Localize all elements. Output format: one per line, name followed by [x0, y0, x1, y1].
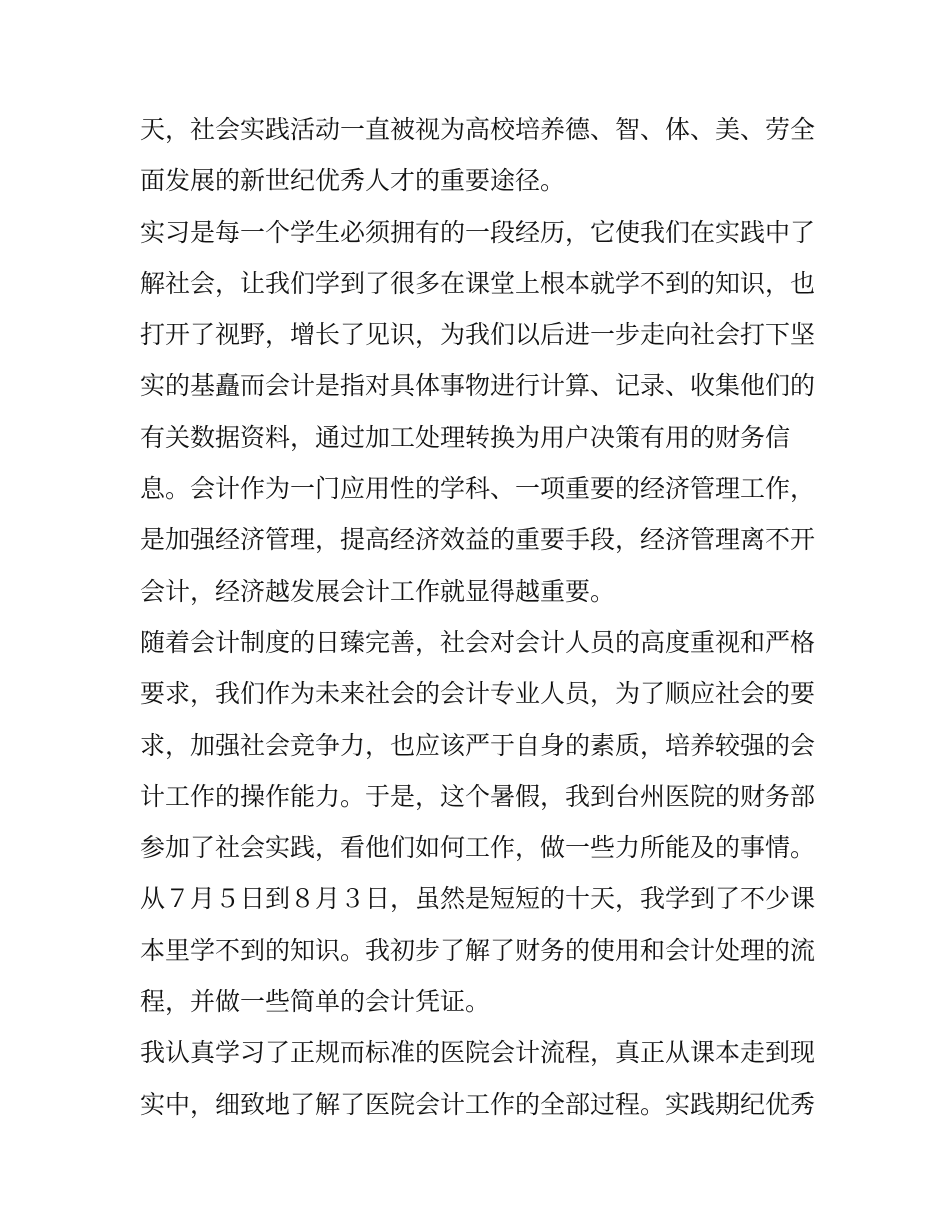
text-line: 求，加强社会竞争力，也应该严于自身的素质，培养较强的会 [140, 730, 816, 760]
text-line: 本里学不到的知识。我初步了解了财务的使用和会计处理的流 [140, 935, 816, 965]
text-line: 有关数据资料，通过加工处理转换为用户决策有用的财务信 [140, 422, 791, 452]
text-line: 我认真学习了正规而标准的医院会计流程，真正从课本走到现 [140, 1038, 816, 1068]
text-line: 实习是每一个学生必须拥有的一段经历，它使我们在实践中了 [140, 217, 816, 247]
text-line: 天，社会实践活动一直被视为高校培养德、智、体、美、劳全 [140, 115, 816, 144]
text-line: 随着会计制度的日臻完善，社会对会计人员的高度重视和严格 [140, 627, 816, 657]
text-line: 解社会，让我们学到了很多在课堂上根本就学不到的知识，也 [140, 268, 816, 298]
text-line: 计工作的操作能力。于是，这个暑假，我到台州医院的财务部 [140, 781, 816, 811]
body-text [140, 104, 820, 1130]
text-line: 打开了视野，增长了见识，为我们以后进一步走向社会打下坚 [140, 320, 816, 350]
text-line: 面发展的新世纪优秀人才的重要途径。 [140, 166, 566, 196]
text-line: 息。会计作为一门应用性的学科、一项重要的经济管理工作， [140, 474, 816, 504]
text-line: 参加了社会实践，看他们如何工作，做一些力所能及的事情。 [140, 833, 816, 863]
text-line: 会计，经济越发展会计工作就显得越重要。 [140, 576, 616, 606]
text-line: 从７月５日到８月３日，虽然是短短的十天，我学到了不少课 [140, 884, 816, 914]
text-line: 实的基矗而会计是指对具体事物进行计算、记录、收集他们的 [140, 371, 816, 401]
text-line: 是加强经济管理，提高经济效益的重要手段，经济管理离不开 [140, 525, 816, 555]
text-line: 实中，细致地了解了医院会计工作的全部过程。实践期纪优秀 [140, 1089, 816, 1119]
text-line: 程，并做一些简单的会计凭证。 [140, 987, 491, 1017]
text-line: 要求，我们作为未来社会的会计专业人员，为了顺应社会的要 [140, 679, 816, 709]
